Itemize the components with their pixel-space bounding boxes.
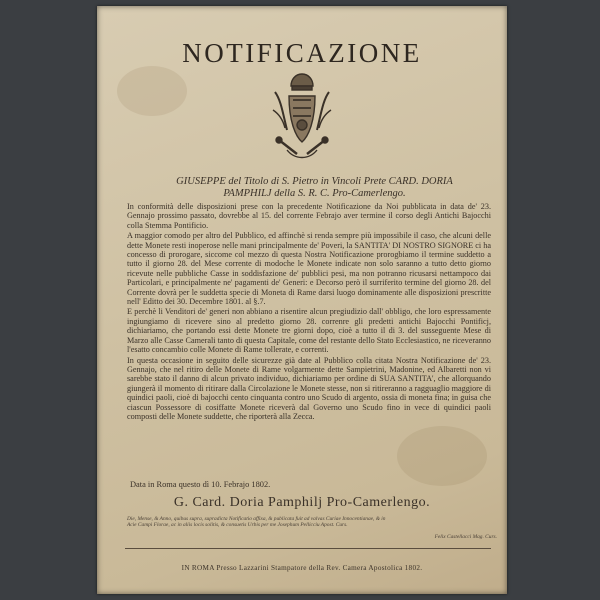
paper-stain bbox=[397, 426, 487, 486]
issuer-attribution: GIUSEPPE del Titolo di S. Pietro in Vincoli Prete CARD. DORIA PAMPHILJ della S. R. C. Pro-Camerlengo. bbox=[176, 176, 453, 199]
paper-stain bbox=[117, 66, 187, 116]
paragraph: A maggior comodo per altro del Pubblico, ed affinchè si renda sempre più impossibile il caso, che alcuni delle dette Monete resti inoperose nelle mani principalmente de' Poveri, la SANTITA' DI NOSTRO SIGNORE ci ha concesso di prorogare, siccome col mezzo di questa Nostra Notificazione prorogbiamo il termine suddetto a tutto il giorno 28. del Mese corrente di modoche le Monete indicate non solo saranno a tutto detto giorno ricevute nelle pubbliche Casse in soddisfazione de' pubblici pesi, ma non potranno ricusarsi nettampoco dai Particolari, e principalmente ne' pagamenti de' Generi: e Decorso però il surriferito termine del giorno 28. del Corrente dovrà per le suddetta specie di Moneta di Rame darsi luogo dominamente alle disposizioni prescritte nell' Editto dei 30. Decembre 1801. al §.7. bbox=[127, 231, 491, 307]
paragraph: In questa occasione in seguito delle sicurezze già date al Pubblico colla citata Nostra Notificazione de' 23. Gennajo, che nel ritiro delle Monete di Rame volgarmente dette Sampietrini, Madonine, ed Albaretti non vi sarebbe stato il danno di alcun privato individuo, dichiariamo per ordine di SUA SANTITA', che allorquando giungerà il momento di ritirare dalla Circolazione le Monete stesse, non si ritireranno a ragguaglio maggiore di quindici paoli, cioè di bajocchi cento cinquanta contro uno Scudo di argento, ossia di moneta fina; in guisa che ciascun Possessore di cosiffatte Monete riceverà dal Governo uno Scudo fino in vece di quindici paoli composti delle Monete suddette, che riporterà alla Zecca. bbox=[127, 355, 491, 421]
papal-coat-of-arms-icon bbox=[267, 70, 337, 164]
posting-certification: Die, Mense, & Anno, quibus supra, supradicta Notificatio affixa, & publicata fuit ad valvas Curiae Innocentianae, & in Acie Campi Florae, ac in aliis locis solitis, & consuetis Urbis per me Josephum Pellicciu Apost. Curs. bbox=[127, 516, 386, 529]
printed-notice bbox=[97, 6, 507, 594]
certification-signer: Felix Castellacci Mag. Curs. bbox=[434, 534, 497, 540]
notice-body bbox=[127, 202, 491, 422]
paragraph: E perchè li Venditori de' generi non abbiano a risentire alcun pregiudizio dall' obbligo, che loro espressamente ingiungiamo di ricevere sino al predetto giorno 28. correnre gli predetti antichi Bajocchi Pontificj, dichiariamo, che portando essi dette Monete tre giorni dopo, cioè a tutto il di 3. del susseguente Mese di Marzo alle Casse Camerali tanto di questa Capitale, come del restante dello Stato Ecclesiastico, ne riceveranno l'esatto concambio colle Monete di Rame tollerate, e correnti. bbox=[127, 307, 491, 355]
paragraph: In conformità delle disposizioni prese con la precedente Notificazione da Noi pubblicata in data de' 23. Gennajo prossimo passato, dovrebbe al 15. del corrente Febrajo aver termine il corso degli Antichi Bajocchi colla Stemma Pontificio. bbox=[127, 202, 491, 230]
printer-imprint: IN ROMA Presso Lazzarini Stampatore della Rev. Camera Apostolica 1802. bbox=[181, 564, 423, 572]
signature-line: G. Card. Doria Pamphilj Pro-Camerlengo. bbox=[173, 495, 431, 510]
date-line: Data in Roma questo dì 10. Febrajo 1802. bbox=[130, 480, 271, 489]
divider bbox=[125, 548, 491, 549]
document-title: NOTIFICAZIONE bbox=[182, 38, 422, 68]
